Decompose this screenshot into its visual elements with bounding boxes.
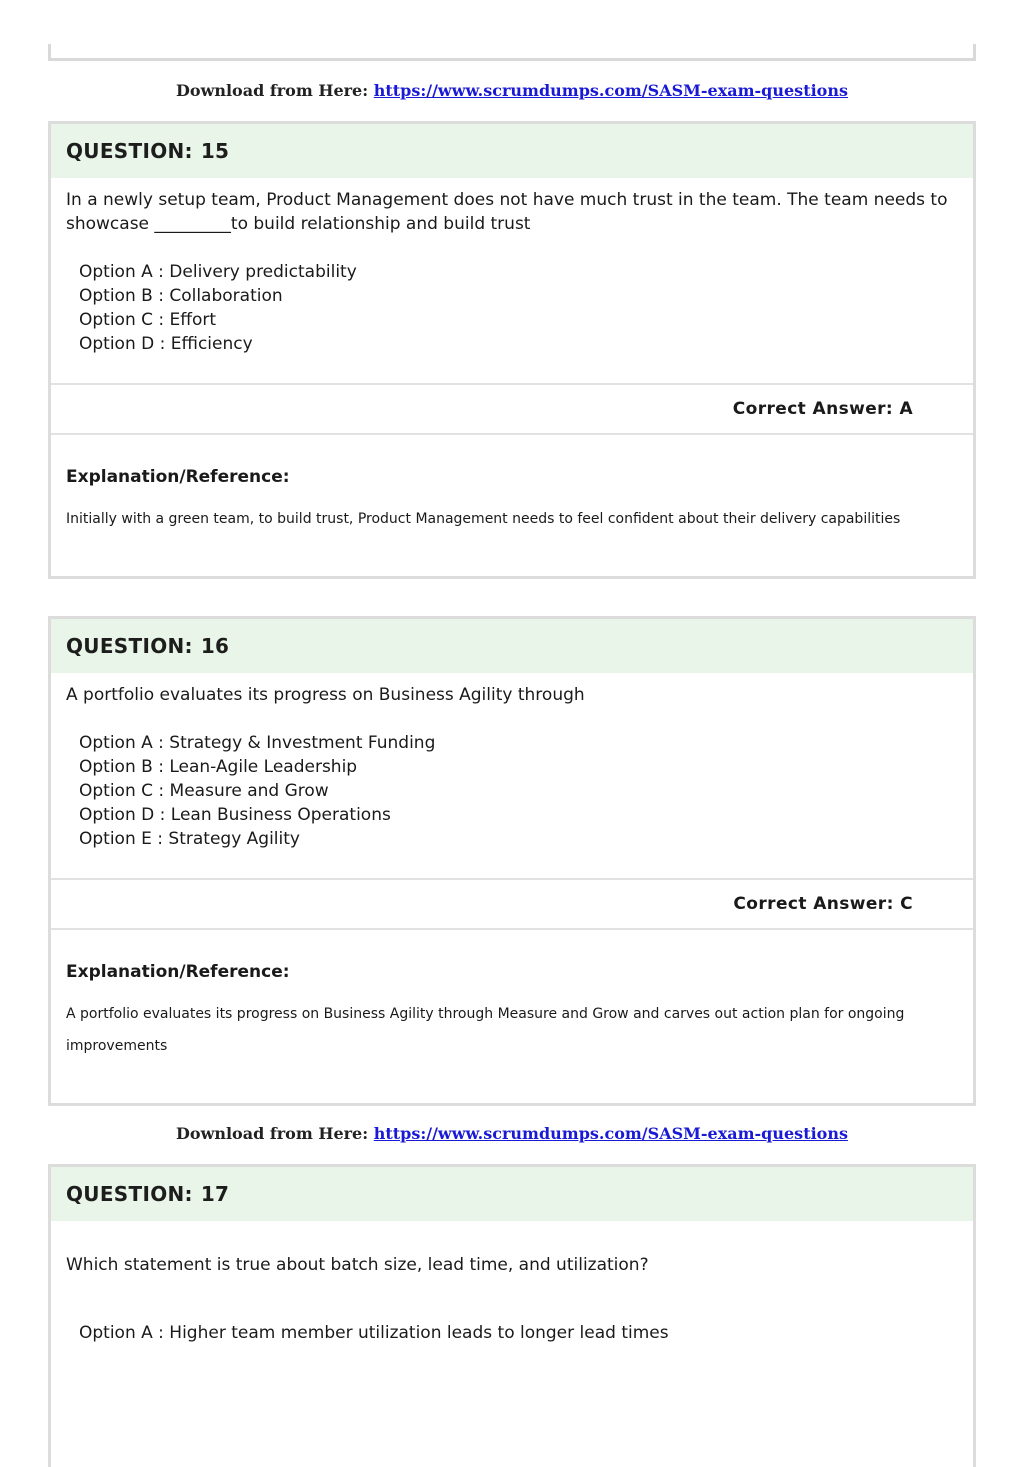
question-card-16 [48,616,976,1106]
explanation-title: Explanation/Reference: [66,467,290,487]
question-card-17 [48,1164,976,1467]
question-number: 15 [200,139,230,163]
question-text: A portfolio evaluates its progress on Business Agility through [66,685,585,705]
question-body [51,1221,973,1345]
option-e: Option E : Strategy Agility [79,829,300,849]
previous-card-bottom [48,44,976,61]
question-label: QUESTION: [66,634,193,658]
question-header [51,619,973,673]
download-link[interactable]: https://www.scrumdumps.com/SASM-exam-questions [373,1124,848,1143]
question-header [51,124,973,178]
option-d: Option D : Efficiency [79,334,253,354]
correct-answer: Correct Answer: C [733,894,913,914]
option-a: Option A : Strategy & Investment Funding [79,733,436,753]
option-c: Option C : Measure and Grow [79,781,329,801]
option-b: Option B : Collaboration [79,286,283,306]
explanation-text: A portfolio evaluates its progress on Business Agility through Measure and Grow and carves out action plan for ongoing improvements [66,1006,905,1054]
question-body [51,673,973,878]
download-label: Download from Here: [176,81,374,100]
option-c: Option C : Effort [79,310,217,330]
explanation-title: Explanation/Reference: [66,962,290,982]
question-body [51,178,973,383]
question-number: 16 [200,634,230,658]
correct-answer: Correct Answer: A [732,399,913,419]
explanation-text: Initially with a green team, to build trust, Product Management needs to feel confident about their delivery capabilities [66,511,901,527]
download-label: Download from Here: [176,1124,374,1143]
option-d: Option D : Lean Business Operations [79,805,391,825]
question-header [51,1167,973,1221]
option-b: Option B : Lean-Agile Leadership [79,757,358,777]
option-a: Option A : Higher team member utilization leads to longer lead times [79,1323,669,1343]
question-text: Which statement is true about batch size, lead time, and utilization? [66,1255,649,1275]
question-label: QUESTION: [66,1182,193,1206]
question-label: QUESTION: [66,139,193,163]
options-list [79,1321,958,1345]
download-line [0,81,1024,100]
download-link[interactable]: https://www.scrumdumps.com/SASM-exam-questions [373,81,848,100]
download-line [0,1124,1024,1143]
question-card-15 [48,121,976,579]
question-number: 17 [200,1182,230,1206]
question-text: In a newly setup team, Product Management does not have much trust in the team. The team needs to showcase _________to build relationship and build trust [66,190,948,234]
options-list [79,731,958,851]
option-a: Option A : Delivery predictability [79,262,357,282]
options-list [79,260,958,356]
